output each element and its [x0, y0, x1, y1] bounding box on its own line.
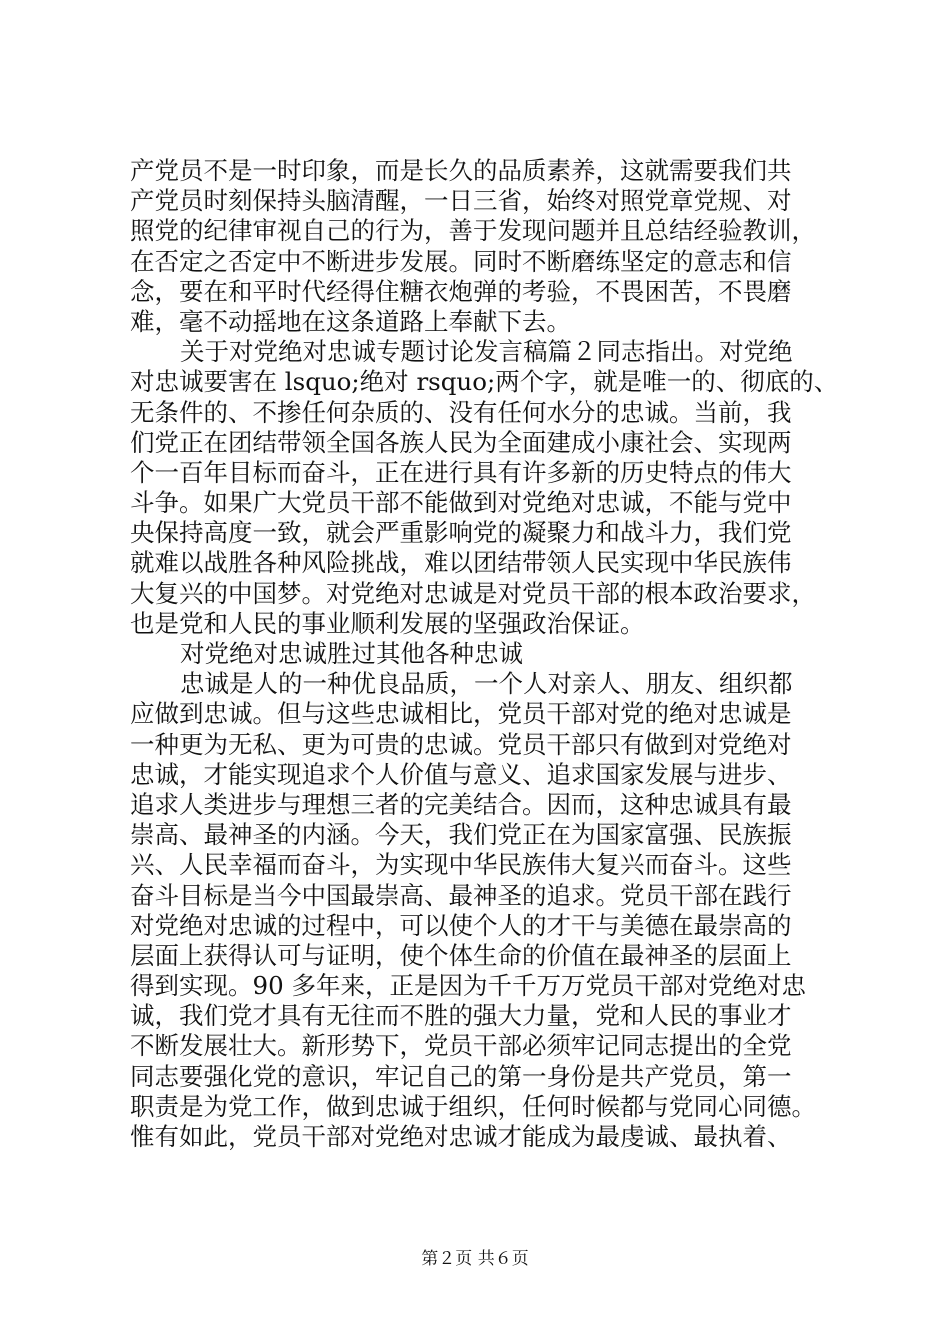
text-line: 崇高、最神圣的内涵。今天，我们党正在为国家富强、民族振 [130, 820, 792, 850]
text-line: 也是党和人民的事业顺利发展的坚强政治保证。 [130, 608, 645, 638]
text-line: 应做到忠诚。但与这些忠诚相比，党员干部对党的绝对忠诚是 [130, 699, 792, 729]
text-line: 同志要强化党的意识，牢记自己的第一身份是共产党员，第一 [130, 1061, 792, 1091]
text-line: 奋斗目标是当今中国最崇高、最神圣的追求。党员干部在践行 [130, 880, 792, 910]
text-line: 个一百年目标而奋斗，正在进行具有许多新的历史特点的伟大 [130, 457, 792, 487]
text-line: 照党的纪律审视自己的行为，善于发现问题并且总结经验教训， [130, 216, 816, 246]
text-line: 对党绝对忠诚的过程中，可以使个人的才干与美德在最崇高的 [130, 910, 792, 940]
text-line: 难，毫不动摇地在这条道路上奉献下去。 [130, 306, 571, 336]
paragraph-start-line: 忠诚是人的一种优良品质，一个人对亲人、朋友、组织都 [180, 669, 793, 699]
text-line: 惟有如此，党员干部对党绝对忠诚才能成为最虔诚、最执着、 [130, 1122, 792, 1151]
text-line: 层面上获得认可与证明，使个体生命的价值在最神圣的层面上 [130, 940, 792, 970]
text-line: 追求人类进步与理想三者的完美结合。因而，这种忠诚具有最 [130, 789, 792, 819]
text-line: 产党员不是一时印象，而是长久的品质素养，这就需要我们共 [130, 156, 792, 185]
text-line: 忠诚，才能实现追求个人价值与意义、追求国家发展与进步、 [130, 759, 792, 789]
text-line: 在否定之否定中不断进步发展。同时不断磨练坚定的意志和信 [130, 246, 792, 276]
text-line: 无条件的、不掺任何杂质的、没有任何水分的忠诚。当前，我 [130, 397, 792, 427]
text-line: 大复兴的中国梦。对党绝对忠诚是对党员干部的根本政治要求， [130, 578, 816, 608]
text-line: 对忠诚要害在 lsquo;绝对 rsquo;两个字，就是唯一的、彻底的、 [130, 367, 839, 397]
text-line: 诚，我们党才具有无往而不胜的强大力量，党和人民的事业才 [130, 1001, 792, 1031]
text-line: 斗争。如果广大党员干部不能做到对党绝对忠诚，不能与党中 [130, 488, 792, 518]
text-line: 职责是为党工作，做到忠诚于组织，任何时候都与党同心同德。 [130, 1091, 816, 1121]
text-line: 得到实现。90 多年来，正是因为千千万万党员干部对党绝对忠 [130, 971, 806, 1001]
text-line: 兴、人民幸福而奋斗，为实现中华民族伟大复兴而奋斗。这些 [130, 850, 792, 880]
section-heading: 对党绝对忠诚胜过其他各种忠诚 [180, 639, 523, 668]
text-line: 不断发展壮大。新形势下，党员干部必须牢记同志提出的全党 [130, 1031, 792, 1061]
document-body [130, 156, 839, 1152]
text-line: 产党员时刻保持头脑清醒，一日三省，始终对照党章党规、对 [130, 186, 792, 216]
page-footer: 第２页 共６页 [421, 1249, 529, 1269]
paragraph-start-line: 关于对党绝对忠诚专题讨论发言稿篇２同志指出。对党绝 [180, 337, 793, 367]
text-line: 央保持高度一致，就会严重影响党的凝聚力和战斗力，我们党 [130, 518, 792, 548]
text-line: 念，要在和平时代经得住糖衣炮弹的考验，不畏困苦，不畏磨 [130, 276, 792, 306]
text-line: 就难以战胜各种风险挑战，难以团结带领人民实现中华民族伟 [130, 548, 792, 578]
text-line: 们党正在团结带领全国各族人民为全面建成小康社会、实现两 [130, 427, 792, 457]
text-line: 一种更为无私、更为可贵的忠诚。党员干部只有做到对党绝对 [130, 729, 792, 759]
